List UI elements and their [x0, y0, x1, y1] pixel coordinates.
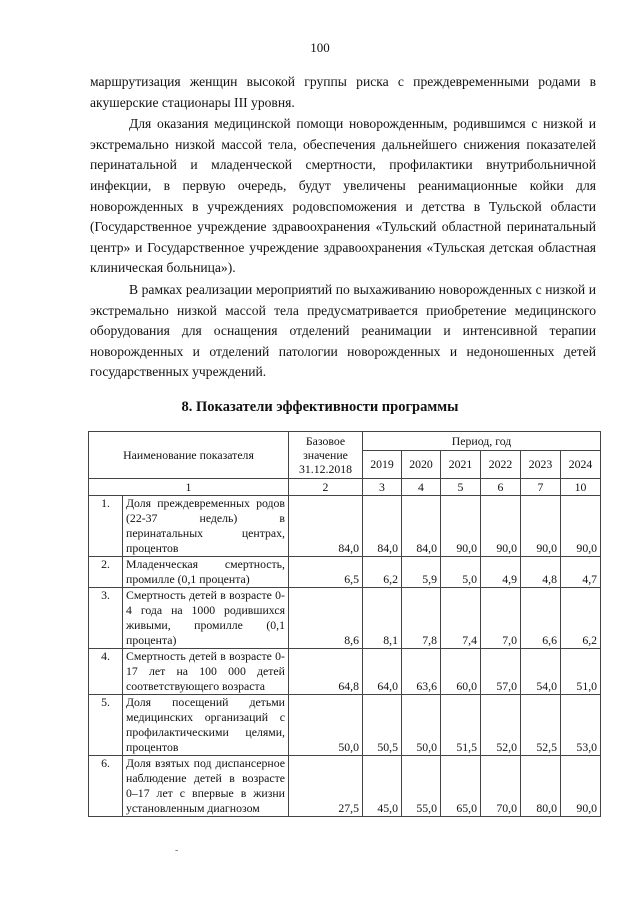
year-value: 54,0: [521, 649, 561, 695]
year-value: 5,0: [441, 557, 481, 588]
indicator-name: Смертность детей в возрасте 0-4 года на 1000 родившихся живыми, промилле (0,1 процента): [123, 588, 289, 649]
year-value: 7,8: [402, 588, 441, 649]
year-value: 90,0: [481, 496, 521, 557]
column-header-year: 2023: [521, 451, 561, 479]
year-value: 57,0: [481, 649, 521, 695]
table-row: [89, 695, 601, 756]
column-header-year: 2024: [561, 451, 601, 479]
year-value: 52,5: [521, 695, 561, 756]
base-value: 84,0: [289, 496, 363, 557]
column-header-base-value: Базовое значение 31.12.2018: [289, 432, 363, 479]
year-value: 4,9: [481, 557, 521, 588]
year-value: 50,5: [363, 695, 402, 756]
indicator-name: Доля посещений детьми медицинских организаций с профилактическими целями, процентов: [123, 695, 289, 756]
table-row: [89, 588, 601, 649]
column-header-year: 2021: [441, 451, 481, 479]
year-value: 64,0: [363, 649, 402, 695]
page-number: 100: [310, 40, 330, 55]
year-value: 4,7: [561, 557, 601, 588]
year-value: 51,0: [561, 649, 601, 695]
footer-mark: -: [175, 845, 179, 856]
row-number: 4.: [89, 649, 123, 695]
year-value: 52,0: [481, 695, 521, 756]
column-header-period: Период, год: [363, 432, 601, 451]
year-value: 84,0: [402, 496, 441, 557]
year-value: 65,0: [441, 756, 481, 817]
year-value: 4,8: [521, 557, 561, 588]
indicator-name: Смертность детей в возрасте 0-17 лет на 100 000 детей соответствующего возраста: [123, 649, 289, 695]
paragraph: В рамках реализации мероприятий по выхаживанию новорожденных с низкой и экстремально низкой массой тела предусматривается приобретение медицинского оборудования для оснащения отделений реанимации и интенсивной терапии новорожденных и отделений патологии новорожденных и недоношенных детей государственных учреждений.: [90, 281, 596, 380]
table-row: [89, 557, 601, 588]
year-value: 60,0: [441, 649, 481, 695]
year-value: 53,0: [561, 695, 601, 756]
indicator-name: Доля взятых под диспансерное наблюдение детей в возрасте 0–17 лет с впервые в жизни установленным диагнозом: [123, 756, 289, 817]
column-index: 10: [561, 479, 601, 496]
year-value: 80,0: [521, 756, 561, 817]
column-index: 2: [289, 479, 363, 496]
year-value: 63,6: [402, 649, 441, 695]
indicator-name: Доля преждевременных родов (22-37 недель) в перинатальных центрах, процентов: [123, 496, 289, 557]
year-value: 90,0: [521, 496, 561, 557]
row-number: 6.: [89, 756, 123, 817]
year-value: 6,2: [561, 588, 601, 649]
paragraph: маршрутизация женщин высокой группы риска с преждевременными родами в акушерские стационары III уровня.: [90, 74, 596, 110]
column-index-row: [89, 479, 601, 496]
year-value: 84,0: [363, 496, 402, 557]
column-header-year: 2019: [363, 451, 402, 479]
year-value: 51,5: [441, 695, 481, 756]
indicator-name: Младенческая смертность, промилле (0,1 процента): [123, 557, 289, 588]
year-value: 90,0: [441, 496, 481, 557]
table-row: [89, 756, 601, 817]
row-number: 1.: [89, 496, 123, 557]
year-value: 6,6: [521, 588, 561, 649]
year-value: 45,0: [363, 756, 402, 817]
column-header-indicator-name: Наименование показателя: [89, 432, 289, 479]
year-value: 90,0: [561, 496, 601, 557]
year-value: 90,0: [561, 756, 601, 817]
row-number: 5.: [89, 695, 123, 756]
year-value: 7,4: [441, 588, 481, 649]
base-value: 27,5: [289, 756, 363, 817]
year-value: 50,0: [402, 695, 441, 756]
body-text: [90, 72, 596, 384]
paragraph: Для оказания медицинской помощи новорожденным, родившимся с низкой и экстремально низкой массой тела, обеспечения дальнейшего снижения показателей перинатальной и младенческой смертности, профилактики внутрибольничной инфекции, в первую очередь, будут увеличены реанимационные койки для новорожденных в учреждениях родовспоможения и детства в Тульской области (Государственное учреждение здравоохранения «Тульский областной перинатальный центр» и Государственное учреждение здравоохранения «Тульская детская областная клиническая больница»).: [90, 116, 596, 276]
year-value: 8,1: [363, 588, 402, 649]
indicators-table: [88, 431, 601, 817]
column-header-year: 2020: [402, 451, 441, 479]
table-row: [89, 496, 601, 557]
year-value: 6,2: [363, 557, 402, 588]
column-index: 3: [363, 479, 402, 496]
column-index: 5: [441, 479, 481, 496]
base-value: 6,5: [289, 557, 363, 588]
year-value: 55,0: [402, 756, 441, 817]
year-value: 5,9: [402, 557, 441, 588]
year-value: 7,0: [481, 588, 521, 649]
column-index: 7: [521, 479, 561, 496]
base-value: 8,6: [289, 588, 363, 649]
row-number: 3.: [89, 588, 123, 649]
section-title: 8. Показатели эффективности программы: [181, 399, 459, 415]
row-number: 2.: [89, 557, 123, 588]
table-row: [89, 649, 601, 695]
year-value: 70,0: [481, 756, 521, 817]
column-index: 1: [89, 479, 289, 496]
column-index: 6: [481, 479, 521, 496]
column-header-year: 2022: [481, 451, 521, 479]
column-index: 4: [402, 479, 441, 496]
base-value: 50,0: [289, 695, 363, 756]
base-value: 64,8: [289, 649, 363, 695]
